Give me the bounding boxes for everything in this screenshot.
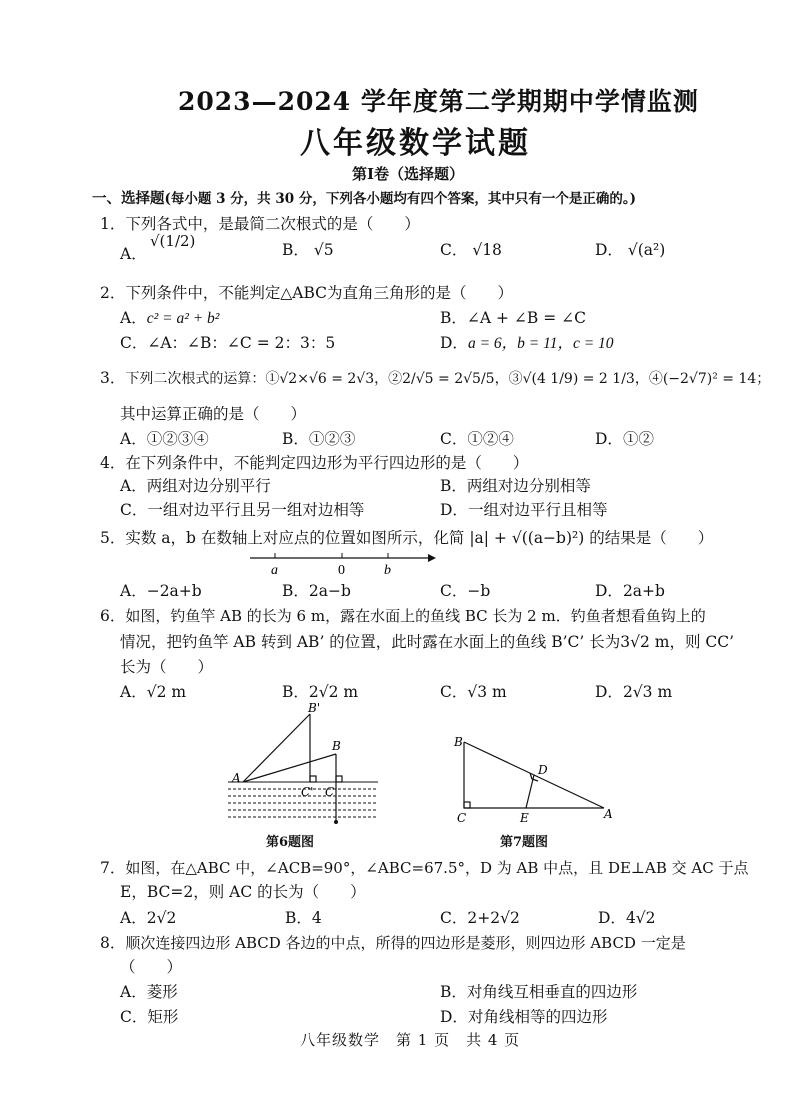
- option-1a-formula: √(1/2): [150, 232, 196, 250]
- option-5b: B．2a−b: [282, 582, 351, 600]
- question-5: 5．实数 a，b 在数轴上对应点的位置如图所示，化简 |a| + √((a−b)²) 的结果是（ ）: [100, 529, 714, 547]
- right-angle-c: [464, 802, 470, 808]
- question-number: 1．: [100, 215, 126, 233]
- option-7a: A．2√2: [120, 909, 177, 927]
- question-3-stem2: 其中运算正确的是（ ）: [120, 405, 307, 423]
- label-b: B: [332, 739, 341, 753]
- question-8-stem2: （ ）: [120, 958, 183, 976]
- option-8b: B．对角线互相垂直的四边形: [440, 983, 638, 1001]
- option-4d: D．一组对边平行且相等: [440, 501, 608, 519]
- page-footer: 八年级数学 第 1 页 共 4 页: [300, 1031, 521, 1049]
- option-1d: D． √(a²): [595, 241, 666, 259]
- option-7d: D．4√2: [598, 909, 656, 927]
- label-a: A: [232, 771, 241, 785]
- number-line-arrow-icon: [428, 554, 436, 562]
- question-6-stem2: 情况，把钓鱼竿 AB 转到 AB’ 的位置，此时露在水面上的鱼线 B’C’ 长为3√2 m，则 CC’: [120, 633, 735, 651]
- label-b-prime: B': [308, 701, 321, 715]
- question-stem: 下列各式中，是最简二次根式的是（ ）: [125, 215, 420, 233]
- question-7-stem2: E，BC=2，则 AC 的长为（ ）: [120, 883, 366, 901]
- option-8d: D．对角线相等的四边形: [440, 1008, 608, 1026]
- figure-7-caption: 第7题图: [500, 835, 549, 850]
- option-4a: A．两组对边分别平行: [120, 477, 271, 495]
- exam-subtitle: 八年级数学试题: [300, 126, 531, 161]
- label-c-prime: C': [301, 785, 314, 799]
- axis-label-0: 0: [338, 563, 345, 578]
- option-8c: C．矩形: [120, 1008, 179, 1026]
- option-6a: A．√2 m: [120, 683, 187, 701]
- number-line: [250, 550, 440, 578]
- option-6b: B．2√2 m: [282, 683, 359, 701]
- right-angle-c: [336, 776, 342, 782]
- label-a: A: [604, 807, 613, 821]
- right-angle-c-prime: [310, 776, 316, 782]
- hook-point: [334, 820, 338, 824]
- option-7c: C．2+2√2: [440, 909, 520, 927]
- option-8a: A．菱形: [120, 983, 178, 1001]
- option-5a: A．−2a+b: [120, 582, 202, 600]
- exam-title: 2023—2024 学年度第二学期期中学情监测: [178, 87, 699, 116]
- option-1a: A．: [120, 245, 147, 263]
- section-note: (每小题 3 分，共 30 分，下列各小题均有四个答案，其中只有一个是正确的。): [164, 191, 637, 207]
- label-d: D: [538, 763, 548, 777]
- axis-label-a: a: [271, 563, 278, 578]
- question-6-stem3: 长为（ ）: [120, 658, 214, 676]
- volume-title: 第Ⅰ卷（选择题）: [352, 165, 465, 183]
- question-4: 4．在下列条件中，不能判定四边形为平行四边形的是（ ）: [100, 454, 529, 472]
- option-2c: C．∠A：∠B：∠C = 2：3：5: [120, 334, 336, 352]
- figure-6-caption: 第6题图: [266, 835, 315, 850]
- question-3: 3．下列二次根式的运算：①√2×√6 = 2√3，②2/√5 = 2√5/5，③√(4 1/9) = 2 1/3，④(−2√7)² = 14；: [100, 369, 771, 387]
- option-5c: C．−b: [440, 582, 491, 600]
- segment-de: [526, 775, 534, 808]
- question-2: 2．下列条件中，不能判定△ABC为直角三角形的是（ ）: [100, 284, 514, 302]
- label-b: B: [454, 735, 463, 749]
- option-5d: D．2a+b: [595, 582, 665, 600]
- question-8: 8．顺次连接四边形 ABCD 各边的中点，所得的四边形是菱形，则四边形 ABCD 一定是: [100, 934, 686, 952]
- question-7: 7．如图，在△ABC 中，∠ACB=90°，∠ABC=67.5°，D 为 AB 中点，且 DE⊥AB 交 AC 于点: [100, 859, 749, 877]
- figure-7: [452, 730, 622, 826]
- axis-label-b: b: [384, 563, 391, 578]
- section-header: [92, 187, 636, 208]
- label-c: C: [457, 811, 467, 825]
- option-4b: B．两组对边分别相等: [440, 477, 591, 495]
- question-1: [100, 212, 420, 234]
- option-1c: C． √18: [440, 241, 502, 259]
- option-6c: C．√3 m: [440, 683, 507, 701]
- option-3d: D．①②: [595, 430, 654, 448]
- label-e: E: [520, 811, 529, 825]
- option-2a: A．c² = a² + b²: [120, 309, 220, 327]
- option-3b: B．①②③: [282, 430, 356, 448]
- option-4c: C．一组对边平行且另一组对边相等: [120, 501, 365, 519]
- figure-6: [228, 700, 378, 835]
- option-3c: C．①②④: [440, 430, 514, 448]
- option-6d: D．2√3 m: [595, 683, 673, 701]
- question-6: 6．如图，钓鱼竿 AB 的长为 6 m，露在水面上的鱼线 BC 长为 2 m．钓鱼者想看鱼钩上的: [100, 607, 706, 625]
- option-2d: D．a = 6，b = 11，c = 10: [440, 334, 614, 352]
- option-2b: B．∠A + ∠B = ∠C: [440, 309, 586, 327]
- option-3a: A．①②③④: [120, 430, 209, 448]
- label-c: C: [325, 785, 335, 799]
- option-7b: B．4: [285, 909, 322, 927]
- section-label: 一、选择题: [92, 190, 165, 207]
- option-1b: B． √5: [282, 241, 334, 259]
